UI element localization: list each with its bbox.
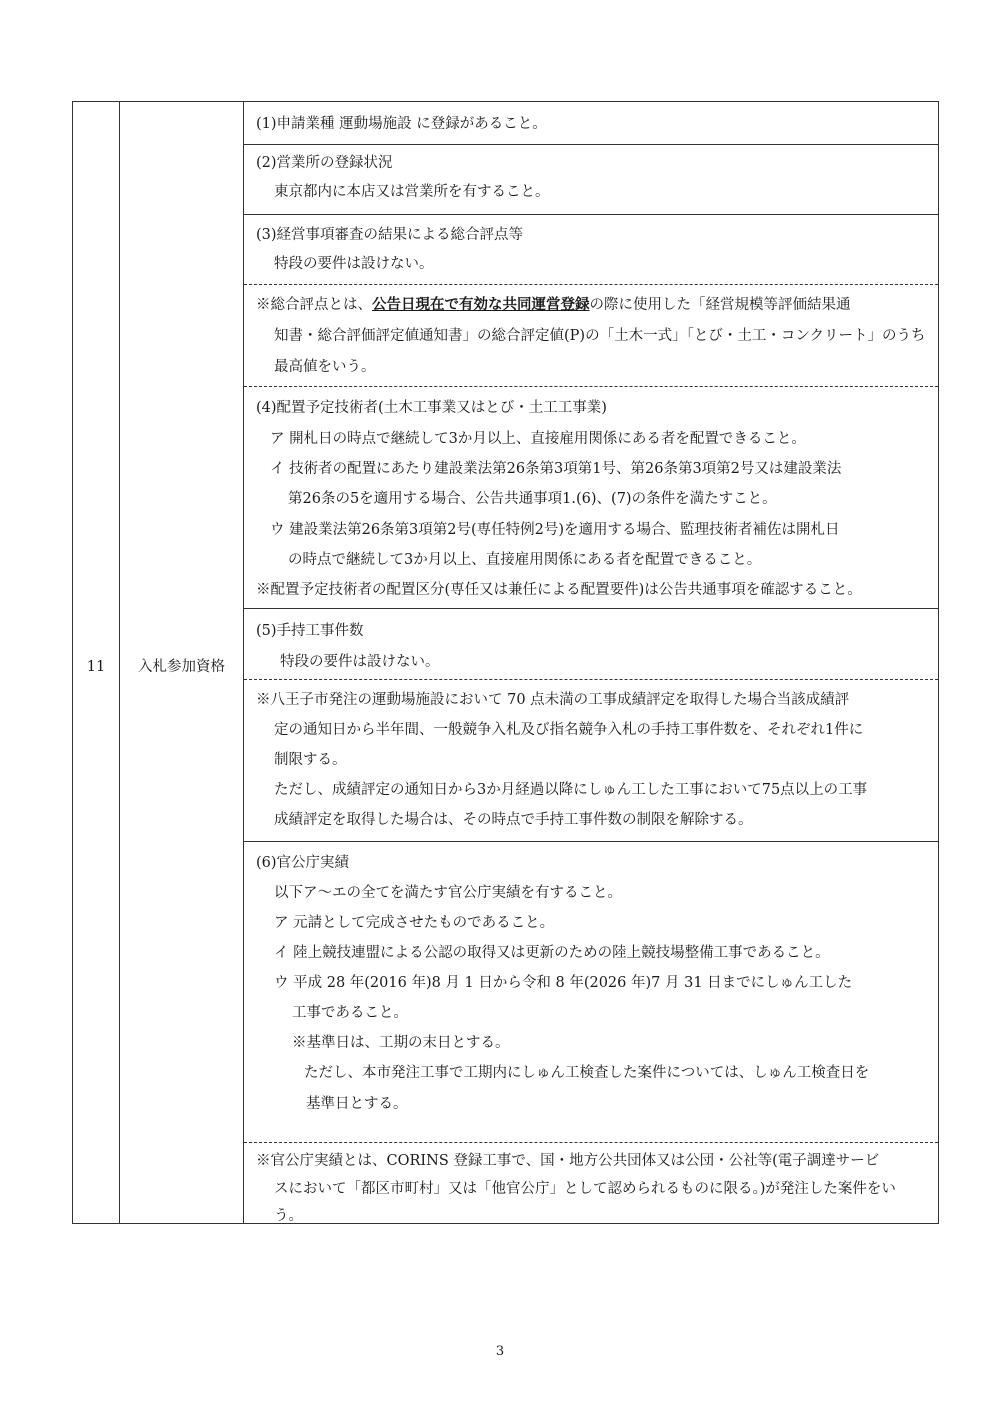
row-number: 11 — [86, 659, 106, 675]
note-line: 最高値をいう。 — [274, 359, 376, 375]
note-line: 成績評定を取得した場合は、その時点で手持工事件数の制限を解除する。 — [274, 812, 753, 828]
note-line: ※基準日は、工期の末日とする。 — [292, 1035, 510, 1051]
note-line: ただし、本市発注工事で工期内にしゅん工検査した案件については、しゅん工検査日を — [304, 1065, 870, 1081]
section-engineer — [244, 386, 938, 608]
section-body-line: 東京都内に本店又は営業所を有すること。 — [274, 184, 550, 200]
row-label: 入札参加資格 — [138, 659, 225, 675]
section-heading: (5)手持工事件数 — [256, 623, 364, 639]
note-line: 制限する。 — [274, 752, 347, 768]
section-heading: (1)申請業種 運動場施設 に登録があること。 — [256, 116, 547, 132]
section-heading: (3)経営事項審査の結果による総合評点等 — [256, 227, 524, 243]
section-body-line: 以下ア～エの全てを満たす官公庁実績を有すること。 — [274, 885, 622, 901]
note-text: ※総合評点とは、 — [256, 297, 372, 313]
list-item-continuation: 工事であること。 — [292, 1005, 408, 1021]
note-line: 定の通知日から半年間、一般競争入札及び指名競争入札の手持工事件数を、それぞれ1件に — [274, 722, 864, 738]
section-office — [244, 144, 938, 214]
note-text: の際に使用した「経営規模等評価結果通 — [589, 297, 851, 313]
section-ongoing-works — [244, 608, 938, 679]
list-item: ア 元請として完成させたものであること。 — [274, 915, 555, 931]
note-line: ただし、成績評定の通知日から3か月経過以降にしゅん工した工事において75点以上の工事 — [274, 782, 868, 798]
note-line: う。 — [274, 1208, 303, 1224]
section-heading: (4)配置予定技術者(土木工事業又はとび・土工工事業) — [256, 400, 607, 416]
section-public-record-note — [244, 1142, 938, 1225]
section-registration — [244, 102, 938, 144]
section-ongoing-works-note — [244, 679, 938, 841]
row-number-cell — [73, 102, 120, 1223]
section-heading: (2)営業所の登録状況 — [256, 155, 393, 171]
note-line: 基準日とする。 — [306, 1096, 408, 1112]
section-body-line: 特段の要件は設けない。 — [280, 654, 440, 670]
content-cell — [244, 102, 938, 1223]
row-label-cell — [120, 102, 244, 1223]
note-line: ※配置予定技術者の配置区分(専任又は兼任による配置要件)は公告共通事項を確認すること。 — [256, 582, 862, 598]
section-public-record — [244, 841, 938, 1142]
list-item: ア 開札日の時点で継続して3か月以上、直接雇用関係にある者を配置できること。 — [270, 431, 806, 447]
note-line: 知書・総合評価評定値通知書」の総合評定値(P)の「土木一式」「とび・土工・コンクリート」のうち — [274, 328, 926, 344]
note-line: スにおいて「都区市町村」又は「他官公庁」として認められるものに限る。)が発注した案件をい — [274, 1181, 896, 1197]
note-line — [256, 295, 851, 315]
section-body-line: 特段の要件は設けない。 — [274, 256, 434, 272]
note-underlined-text: 公告日現在で有効な共同運営登録 — [372, 296, 590, 313]
section-evaluation-note — [244, 284, 938, 386]
page-number: 3 — [495, 1344, 505, 1359]
section-evaluation — [244, 214, 938, 284]
list-item-continuation: 第26条の5を適用する場合、公告共通事項1.(6)、(7)の条件を満たすこと。 — [288, 491, 777, 507]
list-item: イ 陸上競技連盟による公認の取得又は更新のための陸上競技場整備工事であること。 — [274, 945, 830, 961]
qualification-table — [72, 101, 939, 1224]
note-line: ※八王子市発注の運動場施設において 70 点未満の工事成績評定を取得した場合当該成績評 — [256, 692, 850, 708]
section-heading: (6)官公庁実績 — [256, 855, 350, 871]
list-item: ウ 平成 28 年(2016 年)8 月 1 日から令和 8 年(2026 年)7 月 31 日までにしゅん工した — [274, 975, 853, 991]
list-item: イ 技術者の配置にあたり建設業法第26条第3項第1号、第26条第3項第2号又は建設業法 — [270, 461, 842, 477]
list-item: ウ 建設業法第26条第3項第2号(専任特例2号)を適用する場合、監理技術者補佐は開札日 — [270, 522, 840, 538]
list-item-continuation: の時点で継続して3か月以上、直接雇用関係にある者を配置できること。 — [288, 552, 762, 568]
note-line: ※官公庁実績とは、CORINS 登録工事で、国・地方公共団体又は公団・公社等(電子調達サービ — [256, 1153, 880, 1169]
